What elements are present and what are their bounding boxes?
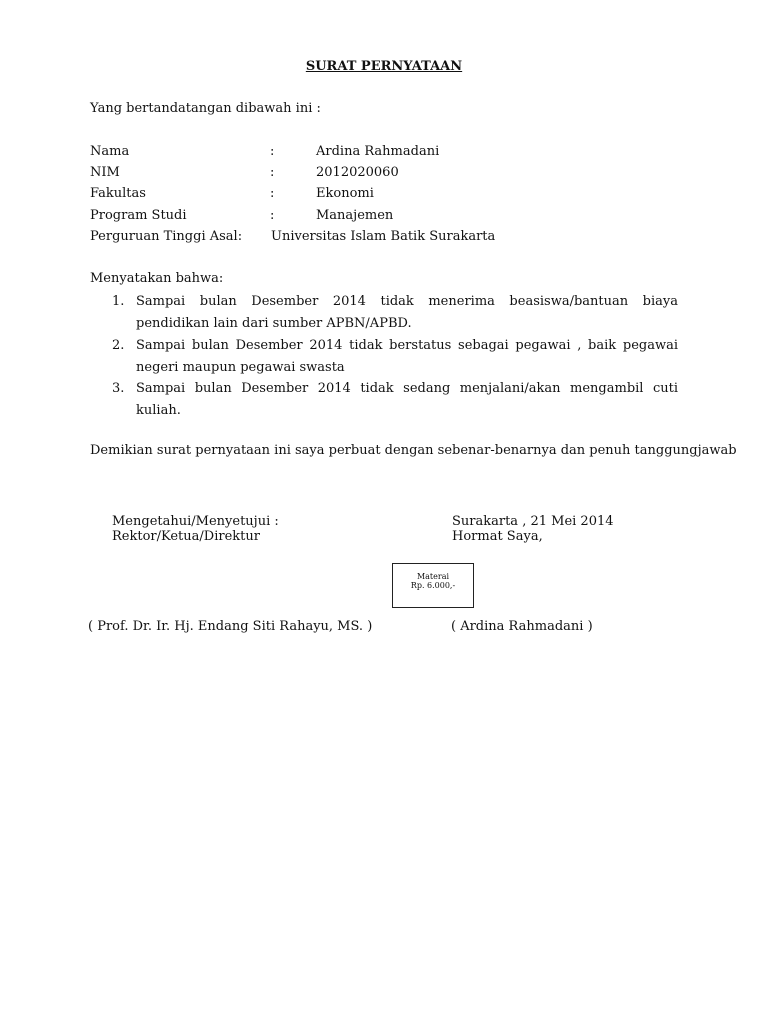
field-label: Perguruan Tinggi Asal: xyxy=(90,229,243,244)
signature-right-greeting: Hormat Saya, xyxy=(452,529,543,544)
statement-heading: Menyatakan bahwa: xyxy=(90,271,224,286)
field-value: Manajemen xyxy=(316,208,394,223)
field-value: 2012020060 xyxy=(316,165,399,180)
field-label: Program Studi xyxy=(90,208,187,223)
stamp-amount: Rp. 6.000,- xyxy=(410,581,456,590)
statement-text: Sampai bulan Desember 2014 tidak berstatus sebagai pegawai , baik pegawai negeri maupun pegawai swasta xyxy=(136,338,678,375)
stamp-label: Materai xyxy=(416,572,450,581)
field-label: NIM xyxy=(90,165,120,180)
statement-number: 1. xyxy=(112,294,125,309)
field-value: Ardina Rahmadani xyxy=(316,144,440,159)
signatory-right-name: ( Ardina Rahmadani ) xyxy=(451,619,593,634)
document-title: SURAT PERNYATAAN xyxy=(305,59,463,74)
closing-text: Demikian surat pernyataan ini saya perbuat dengan sebenar-benarnya dan penuh tanggungjawab xyxy=(90,443,737,458)
statement-text: Sampai bulan Desember 2014 tidak sedang menjalani/akan mengambil cuti kuliah. xyxy=(136,381,678,418)
field-colon: : xyxy=(270,165,275,180)
statement-text: Sampai bulan Desember 2014 tidak menerima beasiswa/bantuan biaya pendidikan lain dari sumber APBN/APBD. xyxy=(136,294,678,331)
field-colon: : xyxy=(270,186,275,201)
field-label: Nama xyxy=(90,144,130,159)
statement-number: 2. xyxy=(112,338,125,353)
signature-left-line2: Rektor/Ketua/Direktur xyxy=(112,529,260,544)
field-label: Fakultas xyxy=(90,186,146,201)
field-value: Universitas Islam Batik Surakarta xyxy=(271,229,496,244)
statement-number: 3. xyxy=(112,381,125,396)
stamp-box xyxy=(392,563,474,608)
signature-left-line1: Mengetahui/Menyetujui : xyxy=(112,514,279,529)
field-value: Ekonomi xyxy=(316,186,374,201)
signature-right-place-date: Surakarta , 21 Mei 2014 xyxy=(452,514,614,529)
field-colon: : xyxy=(270,144,275,159)
signatory-left-name: ( Prof. Dr. Ir. Hj. Endang Siti Rahayu, MS. ) xyxy=(88,619,373,634)
field-colon: : xyxy=(270,208,275,223)
intro-text: Yang bertandatangan dibawah ini : xyxy=(90,101,321,116)
